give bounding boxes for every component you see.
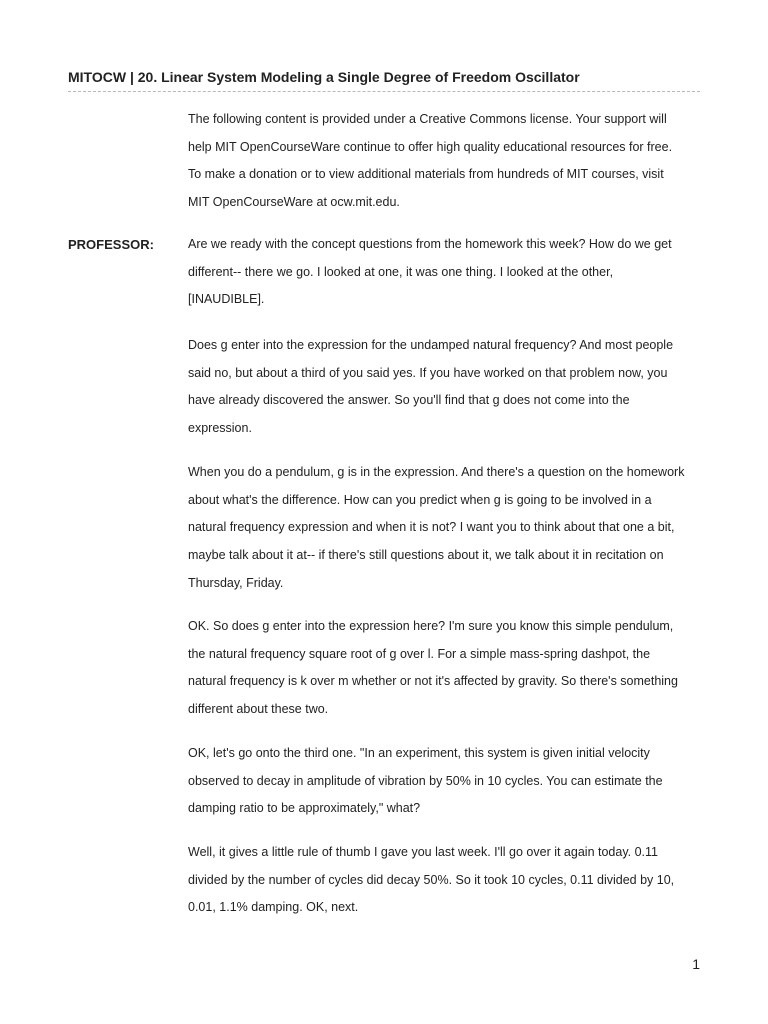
page-number: 1	[692, 956, 700, 972]
intro-paragraph: The following content is provided under a Creative Commons license. Your support will help MIT OpenCourseWare continue to offer high quality educational resources for free. To make a donation or to view additional materials from hundreds of MIT courses, visit MIT OpenCourseWare at ocw.mit.edu.	[188, 112, 673, 210]
speaker-label: PROFESSOR:	[68, 237, 154, 252]
title-divider	[68, 91, 700, 92]
document-title: MITOCW | 20. Linear System Modeling a Single Degree of Freedom Oscillator	[68, 69, 580, 85]
transcript-paragraph: When you do a pendulum, g is in the expression. And there's a question on the homework about what's the difference. How can you predict when g is going to be involved in a natural frequency expression and when it is not? I want you to think about that one a bit, maybe talk about it at-- if there's still questions about it, we talk about it in recitation on Thursday, Friday.	[188, 465, 685, 590]
transcript-paragraph: OK. So does g enter into the expression here? I'm sure you know this simple pendulum, the natural frequency square root of g over l. For a simple mass-spring dashpot, the natural frequency is k over m whether or not it's affected by gravity. So there's something different about these two.	[188, 619, 678, 717]
transcript-paragraph: Well, it gives a little rule of thumb I gave you last week. I'll go over it again today. 0.11 divided by the number of cycles did decay 50%. So it took 10 cycles, 0.11 divided by 10, 0.01, 1.1% damping. OK, next.	[188, 845, 675, 915]
transcript-paragraph: Does g enter into the expression for the undamped natural frequency? And most people said no, but about a third of you said yes. If you have worked on that problem now, you have already discovered the answer. So you'll find that g does not come into the expression.	[188, 338, 674, 436]
transcript-paragraph: Are we ready with the concept questions from the homework this week? How do we get different-- there we go. I looked at one, it was one thing. I looked at the other, [INAUDIBLE].	[188, 237, 672, 307]
transcript-paragraph: OK, let's go onto the third one. "In an experiment, this system is given initial velocity observed to decay in amplitude of vibration by 50% in 10 cycles. You can estimate the damping ratio to be approximately," what?	[188, 746, 663, 816]
